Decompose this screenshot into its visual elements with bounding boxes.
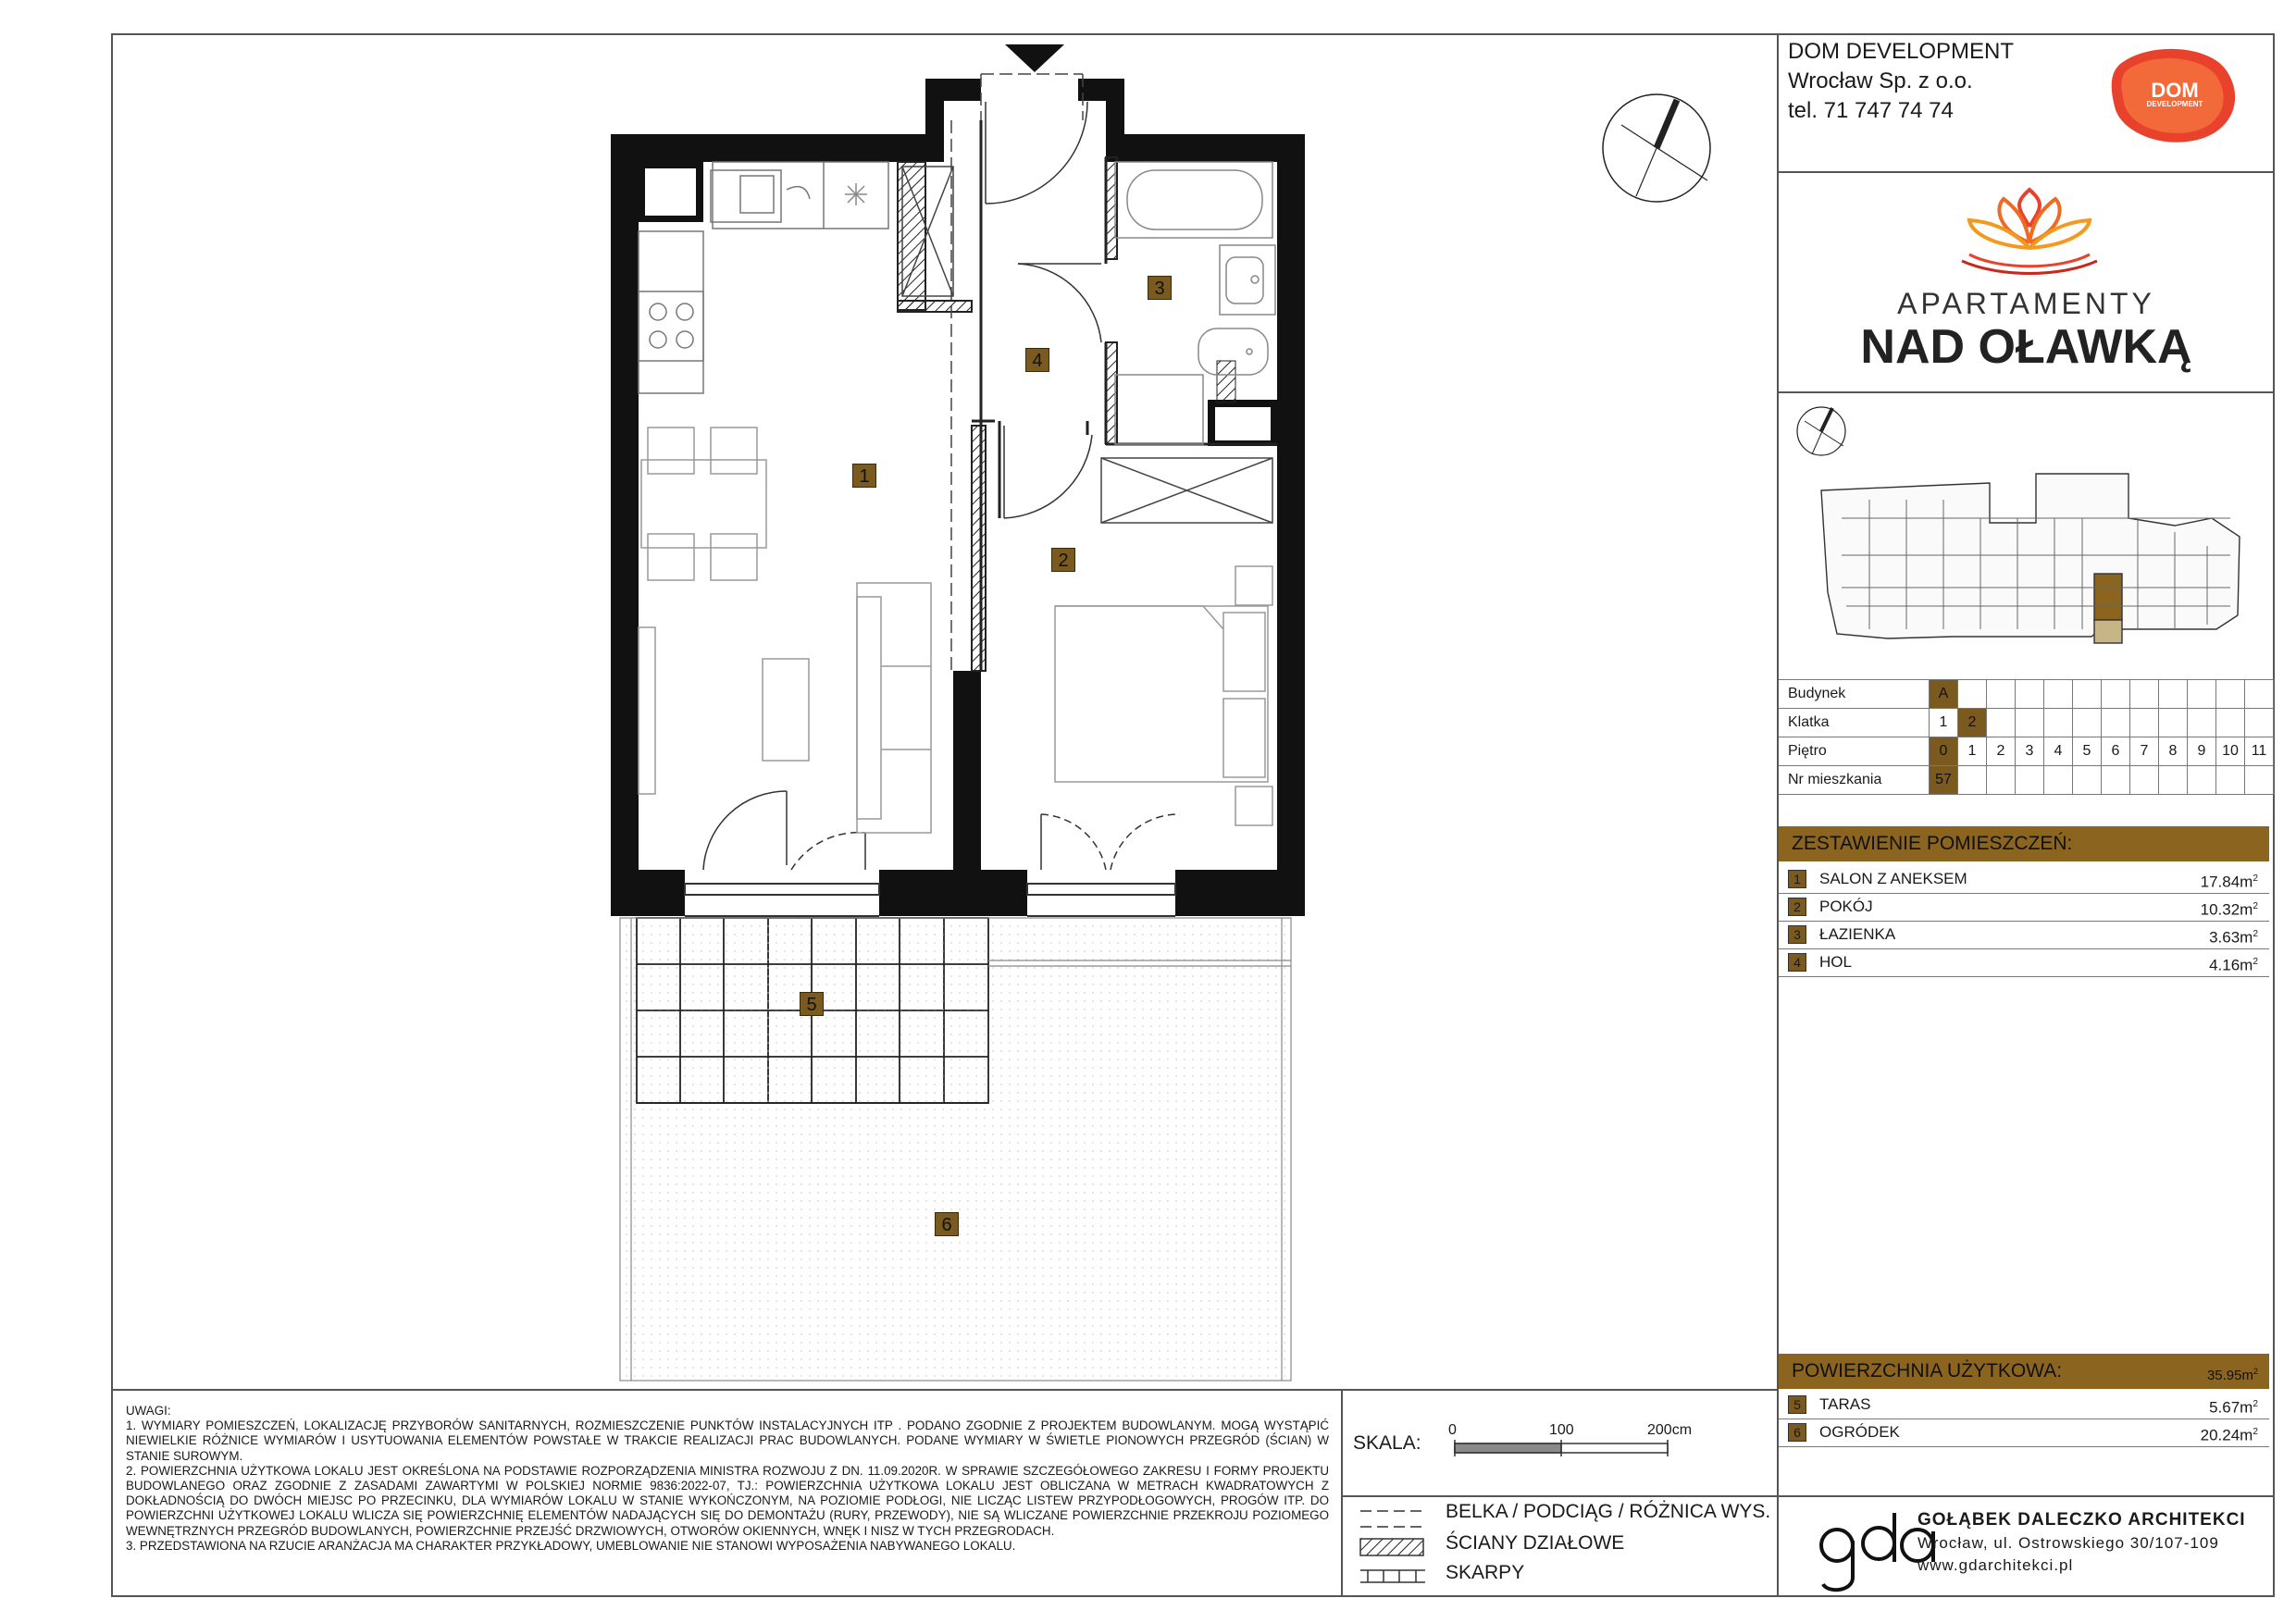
architect-address: Wrocław, ul. Ostrowskiego 30/107-109 (1917, 1534, 2219, 1552)
building-table-cell: 9 (2188, 737, 2216, 766)
room-row-number: 1 (1788, 870, 1806, 888)
rooms-header: ZESTAWIENIE POMIESZCZEŃ: (1779, 826, 2269, 861)
room-row-area-unit: 2 (2253, 1427, 2258, 1437)
building-table-row (1779, 709, 2274, 737)
room-row-name: SALON Z ANEKSEM (1819, 870, 1967, 887)
room-row-area-value: 5.67m (2209, 1398, 2253, 1417)
room-tag-2: 2 (1051, 548, 1075, 572)
room-row-area-value: 4.16m (2209, 956, 2253, 974)
building-table-cell: 11 (2245, 737, 2274, 766)
building-table-cell (2188, 766, 2216, 795)
entrance-arrow (1005, 44, 1064, 72)
building-table-cell: A (1930, 680, 1958, 709)
building-table-cell (2130, 766, 2159, 795)
room-row-number: 2 (1788, 898, 1806, 916)
room-row (1779, 1391, 2269, 1419)
gda-logo-icon (1821, 1513, 1933, 1590)
dom-logo-top: DOM (2151, 79, 2199, 102)
building-table-row (1779, 680, 2274, 709)
exterior-walls (611, 79, 1305, 916)
room-row-area-value: 20.24m (2200, 1426, 2253, 1444)
room-tag-3: 3 (1148, 276, 1172, 300)
north-compass-icon (1603, 94, 1710, 202)
scale-tick-0: 0 (1448, 1422, 1457, 1438)
company-info (1788, 37, 2014, 126)
room-row-area (2209, 921, 2258, 952)
room-row-number: 5 (1788, 1395, 1806, 1414)
building-table-cell: 0 (1930, 737, 1958, 766)
building-table-cell: 2 (1987, 737, 2016, 766)
room-row-area-unit: 2 (2253, 901, 2258, 911)
room-row-name: ŁAZIENKA (1819, 925, 1896, 943)
building-table-cell: 7 (2130, 737, 2159, 766)
building-table-cell (2188, 680, 2216, 709)
scale-tick-200: 200cm (1647, 1422, 1693, 1438)
building-table-cell (2073, 709, 2102, 737)
building-table-label: Budynek (1779, 680, 1930, 709)
room-row-area-unit: 2 (2253, 873, 2258, 884)
room-row-area (2209, 948, 2258, 980)
dom-logo-bottom: DEVELOPMENT (2146, 100, 2203, 108)
lotus-logo-icon (1962, 190, 2097, 274)
building-table-cell (2245, 680, 2274, 709)
building-table-cell (2159, 709, 2188, 737)
room-tag-6: 6 (935, 1212, 959, 1236)
usable-area-number: 35.95m (2206, 1368, 2253, 1383)
usable-area-unit: 2 (2253, 1367, 2258, 1376)
building-table-cell (2016, 709, 2044, 737)
building-table-cell: 2 (1958, 709, 1987, 737)
building-table-cell: 1 (1930, 709, 1958, 737)
scale-tick-100: 100 (1549, 1422, 1574, 1438)
room-row-name: HOL (1819, 953, 1852, 971)
building-table-cell (2016, 680, 2044, 709)
usable-area-label: POWIERZCHNIA UŻYTKOWA: (1792, 1360, 2063, 1381)
room-row-area-unit: 2 (2253, 1399, 2258, 1409)
building-table-cell (2102, 709, 2130, 737)
room-row-area-value: 3.63m (2209, 928, 2253, 947)
legend-slopes: SKARPY (1446, 1562, 1525, 1583)
scale-bar (1455, 1440, 1668, 1456)
building-table-cell (2044, 709, 2073, 737)
building-table-cell (2245, 709, 2274, 737)
building-table-cell (1987, 766, 2016, 795)
building-table-cell (2188, 709, 2216, 737)
room-row-area (2209, 1391, 2258, 1422)
building-table-cell (2102, 680, 2130, 709)
building-table-cell (1958, 766, 1987, 795)
room-row-number: 3 (1788, 925, 1806, 944)
project-title-line1: APARTAMENTY (1897, 287, 2155, 320)
small-compass-icon (1797, 407, 1845, 455)
building-table-cell (2102, 766, 2130, 795)
building-table-label: Klatka (1779, 709, 1930, 737)
scale-label: SKALA: (1353, 1432, 1421, 1454)
building-table (1779, 679, 2274, 795)
room-row (1779, 893, 2269, 922)
building-table-cell (2016, 766, 2044, 795)
room-row-name: OGRÓDEK (1819, 1423, 1900, 1441)
room-row-area-value: 17.84m (2200, 873, 2253, 891)
company-name: DOM DEVELOPMENT (1788, 39, 2015, 64)
room-row-area-value: 10.32m (2200, 900, 2253, 919)
building-table-label: Piętro (1779, 737, 1930, 766)
usable-area-value (2207, 1354, 2258, 1394)
building-table-cell (1987, 709, 2016, 737)
dom-logo-text (2128, 81, 2221, 109)
room-row-area-unit: 2 (2253, 957, 2258, 967)
garden-area (625, 918, 1291, 1381)
building-table-cell (2044, 766, 2073, 795)
architect-web: www.gdarchitekci.pl (1917, 1556, 2074, 1574)
building-table-cell (2073, 680, 2102, 709)
building-table-cell (2159, 680, 2188, 709)
building-table-cell (2159, 766, 2188, 795)
building-table-cell (2216, 709, 2245, 737)
building-table-row (1779, 766, 2274, 795)
notes-title: UWAGI: (126, 1404, 171, 1418)
project-title (1778, 287, 2275, 373)
company-phone: tel. 71 747 74 74 (1788, 98, 1954, 123)
dining-set (639, 427, 931, 833)
building-table-cell (2216, 680, 2245, 709)
bedroom-furniture (1055, 566, 1272, 825)
building-table-cell: 10 (2216, 737, 2245, 766)
building-table-label: Nr mieszkania (1779, 766, 1930, 795)
building-table-cell: 5 (2073, 737, 2102, 766)
legend-beam: BELKA / PODCIĄG / RÓŻNICA WYS. (1446, 1501, 1771, 1522)
building-table-cell (2130, 709, 2159, 737)
room-row-area (2201, 865, 2258, 897)
building-table-cell: 1 (1958, 737, 1987, 766)
legend-walls: ŚCIANY DZIAŁOWE (1446, 1532, 1625, 1554)
room-tag-1: 1 (852, 464, 876, 488)
key-plan (1821, 474, 2240, 643)
room-row (1779, 921, 2269, 949)
building-table-cell: 4 (2044, 737, 2073, 766)
building-table-cell (1987, 680, 2016, 709)
building-table-row (1779, 737, 2274, 766)
usable-area-bar (1779, 1354, 2269, 1389)
room-tag-5: 5 (800, 992, 824, 1016)
room-row-number: 6 (1788, 1423, 1806, 1442)
note-2: 2. POWIERZCHNIA UŻYTKOWA LOKALU JEST OKREŚLONA NA PODSTAWIE ROZPORZĄDZENIA MINISTRA ROZWOJU Z DN. 11.09.2020R. W SPRAWIE SZCZEGÓŁOWEGO ZAKRESU I FORMY PROJEKTU BUDOWLANEGO ORAZ ZGODNIE Z ZASADAMI ZAWARTYMI W POLSKIEJ NORMIE 9836:2022-07, TJ.: POWIERZCHNIA UŻYTKOWA LOKALU JEST OBLICZANA W METRACH KWADRATOWYCH Z DOKŁADNOŚCIĄ DO DWÓCH MIEJSC PO PRZECINKU, DLA WYMIARÓW LOKALU W STANIE WYKOŃCZONYM, NA POZIOMIE PODŁOGI, NIE LICZĄC LISTEW PRZYPODŁOGOWYCH, PROGÓW ITP. DO POWIERZCHNI UŻYTKOWEJ LOKALU WLICZA SIĘ POWIERZCHNIĘ ELEMENTÓW NADAJĄCYCH SIĘ DO DEMONTAŻU (RURY, PRZEWODY), NIE SĄ WLICZANE POWIERZCHNIE PRZEKROJU POZIOMEGO WEWNĘTRZNYCH PRZEGRÓD BUDOWLANYCH, POWIERZCHNIE PRZEJŚĆ DRZWIOWYCH, OTWORÓW OKIENNYCH, WNĘK I NISZ W TYCH PRZEGRODACH. (126, 1463, 1329, 1538)
room-row-name: TARAS (1819, 1395, 1871, 1413)
room-row (1779, 865, 2269, 894)
building-table-cell: 57 (1930, 766, 1958, 795)
room-row (1779, 1419, 2269, 1447)
building-table-cell: 3 (2016, 737, 2044, 766)
room-row-number: 4 (1788, 953, 1806, 972)
building-table-cell (2130, 680, 2159, 709)
note-3: 3. PRZEDSTAWIONA NA RZUCIE ARANŻACJA MA CHARAKTER PRZYKŁADOWY, UMEBLOWANIE NIE STANOWI WYPOSAŻENIA NABYWANEGO LOKALU. (126, 1538, 1016, 1553)
building-table-cell (2245, 766, 2274, 795)
building-table-cell (2073, 766, 2102, 795)
room-row-area (2201, 1419, 2258, 1450)
note-1: 1. WYMIARY POMIESZCZEŃ, LOKALIZACJĘ PRZYBORÓW SANITARNYCH, ROZMIESZCZENIE PUNKTÓW INSTALACYJNYCH ITP . PODANO ZGODNIE Z PROJEKTEM BUDOWLANYM. MOGĄ WYSTĄPIĆ NIEWIELKIE RÓŻNICE WYMIARÓW I USYTUOWANIA ELEMENTÓW POWSTAŁE W TRAKCIE REALIZACJI PRAC BUDOWLANYCH. PODANE WYMIARY W ŚWIETLE PIONOWYCH PRZEGRÓD (ŚCIAN) W STANIE SUROWYM. (126, 1419, 1329, 1463)
room-row-name: POKÓJ (1819, 898, 1873, 915)
building-table-cell (1958, 680, 1987, 709)
legend-symbols (1360, 1511, 1425, 1582)
notes (126, 1404, 1329, 1554)
room-row-area (2201, 893, 2258, 924)
building-table-cell: 8 (2159, 737, 2188, 766)
building-table-cell (2216, 766, 2245, 795)
room-row-area-unit: 2 (2253, 929, 2258, 939)
room-tag-4: 4 (1025, 348, 1049, 372)
architect-name: GOŁĄBEK DALECZKO ARCHITEKCI (1917, 1510, 2246, 1530)
building-table-cell (2044, 680, 2073, 709)
project-title-line2: NAD OŁAWKĄ (1860, 320, 2192, 374)
building-table-cell: 6 (2102, 737, 2130, 766)
room-row (1779, 948, 2269, 977)
company-branch: Wrocław Sp. z o.o. (1788, 68, 1973, 93)
